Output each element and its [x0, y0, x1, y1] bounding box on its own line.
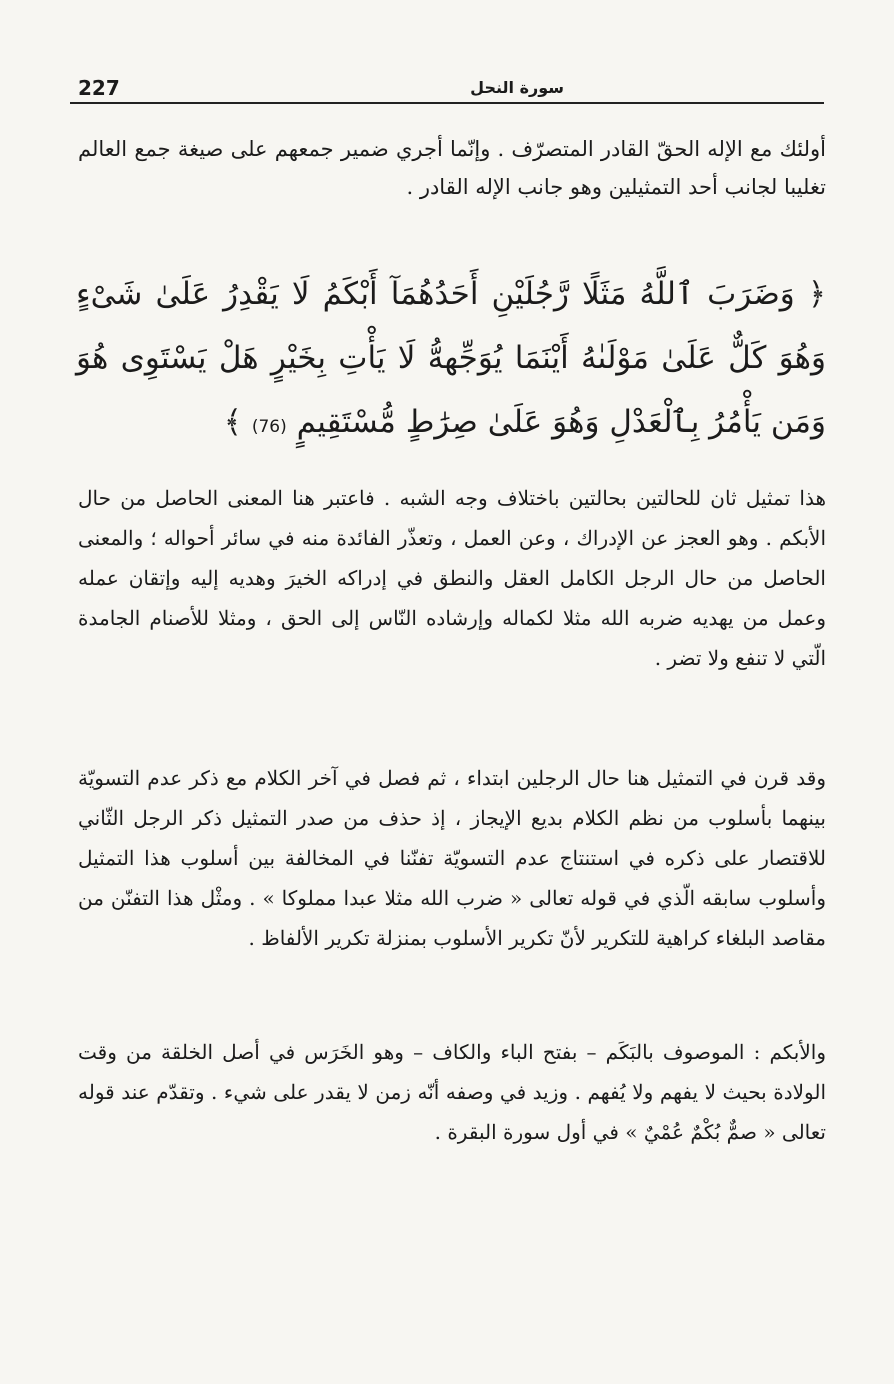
verse-number: (76) — [251, 417, 287, 437]
commentary-paragraph-2: وقد قرن في التمثيل هنا حال الرجلين ابتداء ، ثم فصل في آخر الكلام مع ذكر عدم التسويّة بينهما بأسلوب من نظم الكلام بديع الإيجاز ، إذ حذف من صدر التمثيل ذكر الرجل الثّاني للاقتصار على ذكره في استنتاج عدم التسويّة تفنّنا في المخالفة بين أسلوب هذا التمثيل وأسلوب سابقه الّذي في قوله تعالى « ضرب الله مثلا عبدا مملوكا » . ومثْل هذا التفنّن من مقاصد البلغاء كراهية للتكرير لأنّ تكرير الأسلوب بمنزلة تكرير الألفاظ . — [78, 766, 826, 950]
intro-paragraph: أولئك مع الإله الحقّ القادر المتصرّف . وإنّما أجري ضمير جمعهم على صيغة جمع العالم تغليبا لجانب أحد التمثيلين وهو جانب الإله القادر . — [78, 137, 826, 199]
page-number: 227 — [78, 76, 120, 100]
page-header — [78, 72, 822, 102]
verse-close-bracket: ﴾ — [223, 404, 242, 440]
header-rule — [70, 102, 824, 104]
commentary-paragraph-1: هذا تمثيل ثان للحالتين بحالتين باختلاف وجه الشبه . فاعتبر هنا المعنى الحاصل من حال الأبكم . وهو العجز عن الإدراك ، وعن العمل ، وتعذّر الفائدة منه في سائر أحواله ؛ والمعنى الحاصل من حال الرجل الكامل العقل والنطق في إدراكه الخيرَ وهديه إليه وإتقان عمله وعمل من يهديه ضربه الله مثلا لكماله وإرشاده النّاس إلى الحق ، ومثلا للأصنام الجامدة الّتي لا تنفع ولا تضر . — [78, 486, 826, 670]
commentary-paragraph-3: والأبكم : الموصوف بالبَكَم – بفتح الباء والكاف – وهو الخَرَس في أصل الخلقة من وقت الولادة بحيث لا يفهم ولا يُفهم . وزيد في وصفه أنّه زمن لا يقدر على شيء . وتقدّم عند قوله تعالى « صمٌّ بُكْمٌ عُمْيٌ » في أول سورة البقرة . — [78, 1040, 826, 1144]
verse-text: ﴿ وَضَرَبَ ٱللَّهُ مَثَلًا رَّجُلَيْنِ أَحَدُهُمَآ أَبْكَمُ لَا يَقْدِرُ عَلَىٰ شَىْءٍ وَهُوَ كَلٌّ عَلَىٰ مَوْلَىٰهُ أَيْنَمَا يُوَجِّههُّ لَا يَأْتِ بِخَيْرٍ هَلْ يَسْتَوِى هُوَ وَمَن يَأْمُرُ بِٱلْعَدْلِ وَهُوَ عَلَىٰ صِرَٰطٍ مُّسْتَقِيمٍ — [76, 276, 826, 440]
quran-verse — [76, 262, 826, 459]
running-title: سورة النحل — [470, 78, 564, 97]
